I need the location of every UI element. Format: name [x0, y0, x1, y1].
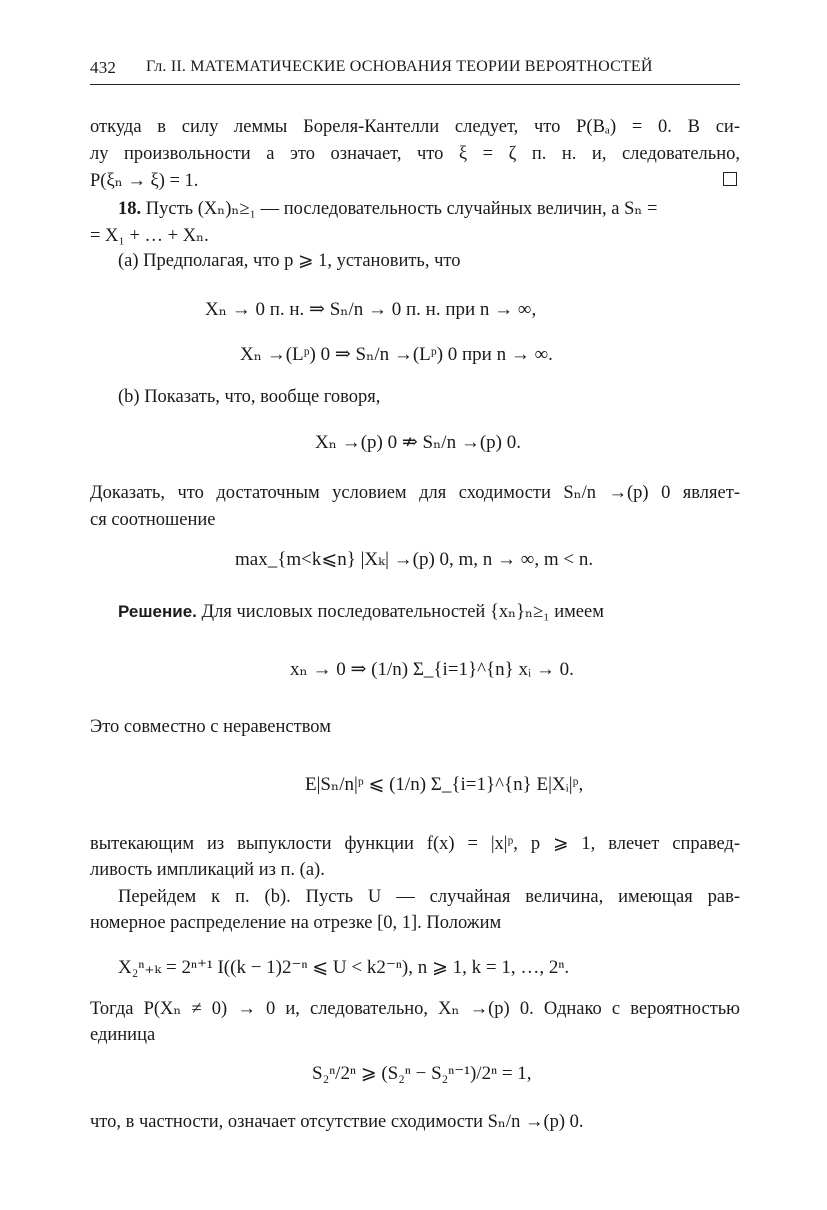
equation-solution-3: X₂ⁿ₊ₖ = 2ⁿ⁺¹ I((k − 1)2⁻ⁿ ⩽ U < k2⁻ⁿ), n ⩾ 1, k = 1, …, 2ⁿ. [118, 957, 570, 978]
problem-number: 18. [118, 199, 142, 219]
text-line: единица [90, 1025, 156, 1045]
running-header [90, 58, 740, 85]
equation-a1: Xₙ → 0 п. н. ⇒ Sₙ/n → 0 п. н. при n → ∞, [205, 299, 537, 320]
solution-label: Решение. [118, 602, 197, 621]
equation-solution-4: S₂ⁿ/2ⁿ ⩾ (S₂ⁿ − S₂ⁿ⁻¹)/2ⁿ = 1, [312, 1063, 532, 1084]
text-line: вытекающим из выпуклости функции f(x) = |x|ᵖ, p ⩾ 1, влечет справед- [90, 834, 740, 854]
text-line: Перейдем к п. (b). Пусть U — случайная величина, имеющая рав- [118, 887, 740, 907]
running-title: Гл. II. МАТЕМАТИЧЕСКИЕ ОСНОВАНИЯ ТЕОРИИ ВЕРОЯТНОСТЕЙ [146, 58, 653, 75]
text-line: лу произвольности a это означает, что ξ = ζ п. н. и, следовательно, [90, 144, 740, 164]
text-line: Это совместно с неравенством [90, 717, 331, 737]
part-b-label: (b) Показать, что, вообще говоря, [118, 387, 381, 407]
text-line: Тогда P(Xₙ ≠ 0) → 0 и, следовательно, Xₙ →(p) 0. Однако с вероятностью [90, 999, 740, 1019]
text-line: откуда в силу леммы Бореля-Кантелли следует, что P(Bₐ) = 0. В си- [90, 117, 740, 137]
qed-box-icon [723, 172, 737, 186]
page-number: 432 [90, 58, 117, 77]
equation-solution-2: E|Sₙ/n|ᵖ ⩽ (1/n) Σ_{i=1}^{n} E|Xᵢ|ᵖ, [305, 774, 584, 795]
text-line: Доказать, что достаточным условием для сходимости Sₙ/n →(p) 0 являет- [90, 483, 740, 503]
solution-text: Для числовых последовательностей {xₙ}ₙ≥₁ имеем [201, 602, 604, 622]
equation-b: Xₙ →(p) 0 ⇏ Sₙ/n →(p) 0. [315, 432, 521, 453]
equation-solution-1: xₙ → 0 ⇒ (1/n) Σ_{i=1}^{n} xᵢ → 0. [290, 659, 574, 680]
text-line: ливость импликаций из п. (a). [90, 860, 325, 880]
solution-line [118, 603, 604, 622]
equation-a2: Xₙ →(Lᵖ) 0 ⇒ Sₙ/n →(Lᵖ) 0 при n → ∞. [240, 344, 553, 365]
problem-line-text: Пусть (Xₙ)ₙ≥₁ — последовательность случайных величин, а Sₙ = [145, 199, 658, 219]
text-line: что, в частности, означает отсутствие сходимости Sₙ/n →(p) 0. [90, 1112, 584, 1132]
equation-condition: max_{m<k⩽n} |Xₖ| →(p) 0, m, n → ∞, m < n. [235, 549, 594, 570]
text-line: ся соотношение [90, 510, 216, 530]
text-line: номерное распределение на отрезке [0, 1]. Положим [90, 913, 502, 933]
text-line: P(ξₙ → ξ) = 1. [90, 171, 199, 191]
part-a-label: (a) Предполагая, что p ⩾ 1, установить, что [118, 251, 461, 271]
problem-statement-line [118, 200, 657, 219]
text-line: = X₁ + … + Xₙ. [90, 226, 209, 246]
